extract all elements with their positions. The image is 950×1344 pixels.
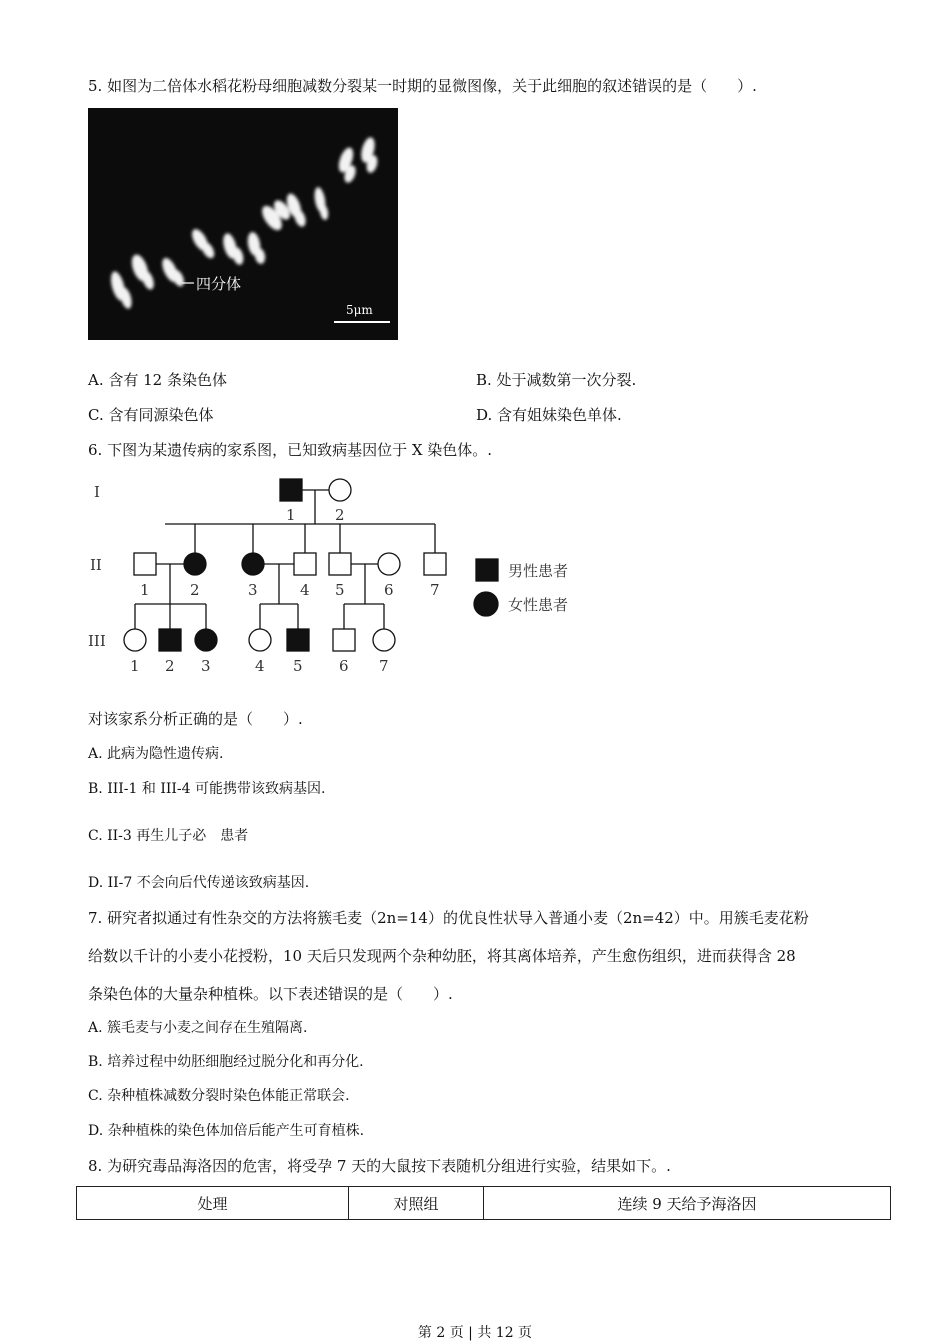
q7-option-d: D. 杂种植株的染色体加倍后能产生可育植株.: [88, 1123, 365, 1139]
num-III-4: 4: [255, 657, 265, 675]
table-header-heroin: 连续 9 天给予海洛因: [484, 1187, 891, 1220]
table-header-control: 对照组: [349, 1187, 484, 1220]
num-II-3: 3: [248, 581, 258, 599]
II-4-male: [294, 553, 316, 575]
gen-label-III: III: [88, 632, 106, 650]
II-3-affected-female: [242, 553, 264, 575]
legend-female-symbol: [474, 592, 498, 616]
q5-option-b: B. 处于减数第一次分裂.: [476, 371, 637, 389]
table-header-treatment: 处理: [77, 1187, 349, 1220]
num-II-4: 4: [300, 581, 310, 599]
q7-option-a: A. 簇毛麦与小麦之间存在生殖隔离.: [88, 1020, 308, 1036]
q7-line3: 条染色体的大量杂种植株。以下表述错误的是（ ）.: [88, 985, 453, 1003]
num-III-6: 6: [339, 657, 349, 675]
II-6-female: [378, 553, 400, 575]
micrograph-image: [88, 108, 398, 340]
num-II-1: 1: [140, 581, 150, 599]
I-2-female: [329, 479, 351, 501]
III-3-affected-female: [195, 629, 217, 651]
num-II-2: 2: [190, 581, 200, 599]
q7-line1: 7. 研究者拟通过有性杂交的方法将簇毛麦（2n=14）的优良性状导入普通小麦（2n=42）中。用簇毛麦花粉: [88, 909, 809, 927]
III-7-female: [373, 629, 395, 651]
num-III-5: 5: [293, 657, 303, 675]
II-5-male: [329, 553, 351, 575]
q6-option-d: D. II-7 不会向后代传递该致病基因.: [88, 875, 310, 891]
q6-option-b: B. III-1 和 III-4 可能携带该致病基因.: [88, 781, 326, 797]
q6-option-a: A. 此病为隐性遗传病.: [88, 746, 224, 762]
num-II-6: 6: [384, 581, 394, 599]
q5-option-a: A. 含有 12 条染色体: [88, 371, 227, 389]
num-I-1: 1: [286, 506, 296, 524]
num-II-7: 7: [430, 581, 440, 599]
legend-female-label: 女性患者: [508, 596, 569, 614]
chromosome-figure: [88, 108, 398, 340]
num-III-2: 2: [165, 657, 175, 675]
pedigree-chart: [82, 472, 602, 686]
num-III-7: 7: [379, 657, 389, 675]
q7-line2: 给数以千计的小麦小花授粉，10 天后只发现两个杂种幼胚，将其离体培养，产生愈伤组织，进而获得含 28: [88, 947, 796, 965]
q6-option-c: C. II-3 再生儿子必 患者: [88, 828, 249, 844]
III-4-female: [249, 629, 271, 651]
table-row: [77, 1187, 891, 1220]
III-5-affected-male: [287, 629, 309, 651]
q6-stem: 6. 下图为某遗传病的家系图，已知致病基因位于 X 染色体。.: [88, 441, 493, 459]
gen-label-II: II: [90, 556, 102, 574]
legend-male-symbol: [476, 559, 498, 581]
II-7-male: [424, 553, 446, 575]
num-I-2: 2: [335, 506, 345, 524]
tetrad-label: 四分体: [196, 275, 242, 293]
num-III-1: 1: [130, 657, 140, 675]
q5-option-d: D. 含有姐妹染色单体.: [476, 406, 622, 424]
legend-male-label: 男性患者: [508, 562, 569, 580]
I-1-affected-male: [280, 479, 302, 501]
q7-option-b: B. 培养过程中幼胚细胞经过脱分化和再分化.: [88, 1054, 364, 1070]
q5-stem: 5. 如图为二倍体水稻花粉母细胞减数分裂某一时期的显微图像，关于此细胞的叙述错误的是（ ）.: [88, 77, 757, 95]
num-III-3: 3: [201, 657, 211, 675]
III-1-female: [124, 629, 146, 651]
q7-option-c: C. 杂种植株减数分裂时染色体能正常联会.: [88, 1088, 350, 1104]
III-6-male: [333, 629, 355, 651]
q6-question: 对该家系分析正确的是（ ）.: [88, 710, 303, 728]
II-2-affected-female: [184, 553, 206, 575]
q5-option-c: C. 含有同源染色体: [88, 406, 214, 424]
scale-label: 5μm: [346, 303, 373, 317]
II-1-male: [134, 553, 156, 575]
gen-label-I: I: [94, 483, 100, 501]
q8-table: [76, 1186, 891, 1220]
page-footer: 第 2 页 | 共 12 页: [417, 1325, 533, 1341]
num-II-5: 5: [335, 581, 345, 599]
q8-stem: 8. 为研究毒品海洛因的危害，将受孕 7 天的大鼠按下表随机分组进行实验，结果如下。.: [88, 1157, 671, 1175]
III-2-affected-male: [159, 629, 181, 651]
